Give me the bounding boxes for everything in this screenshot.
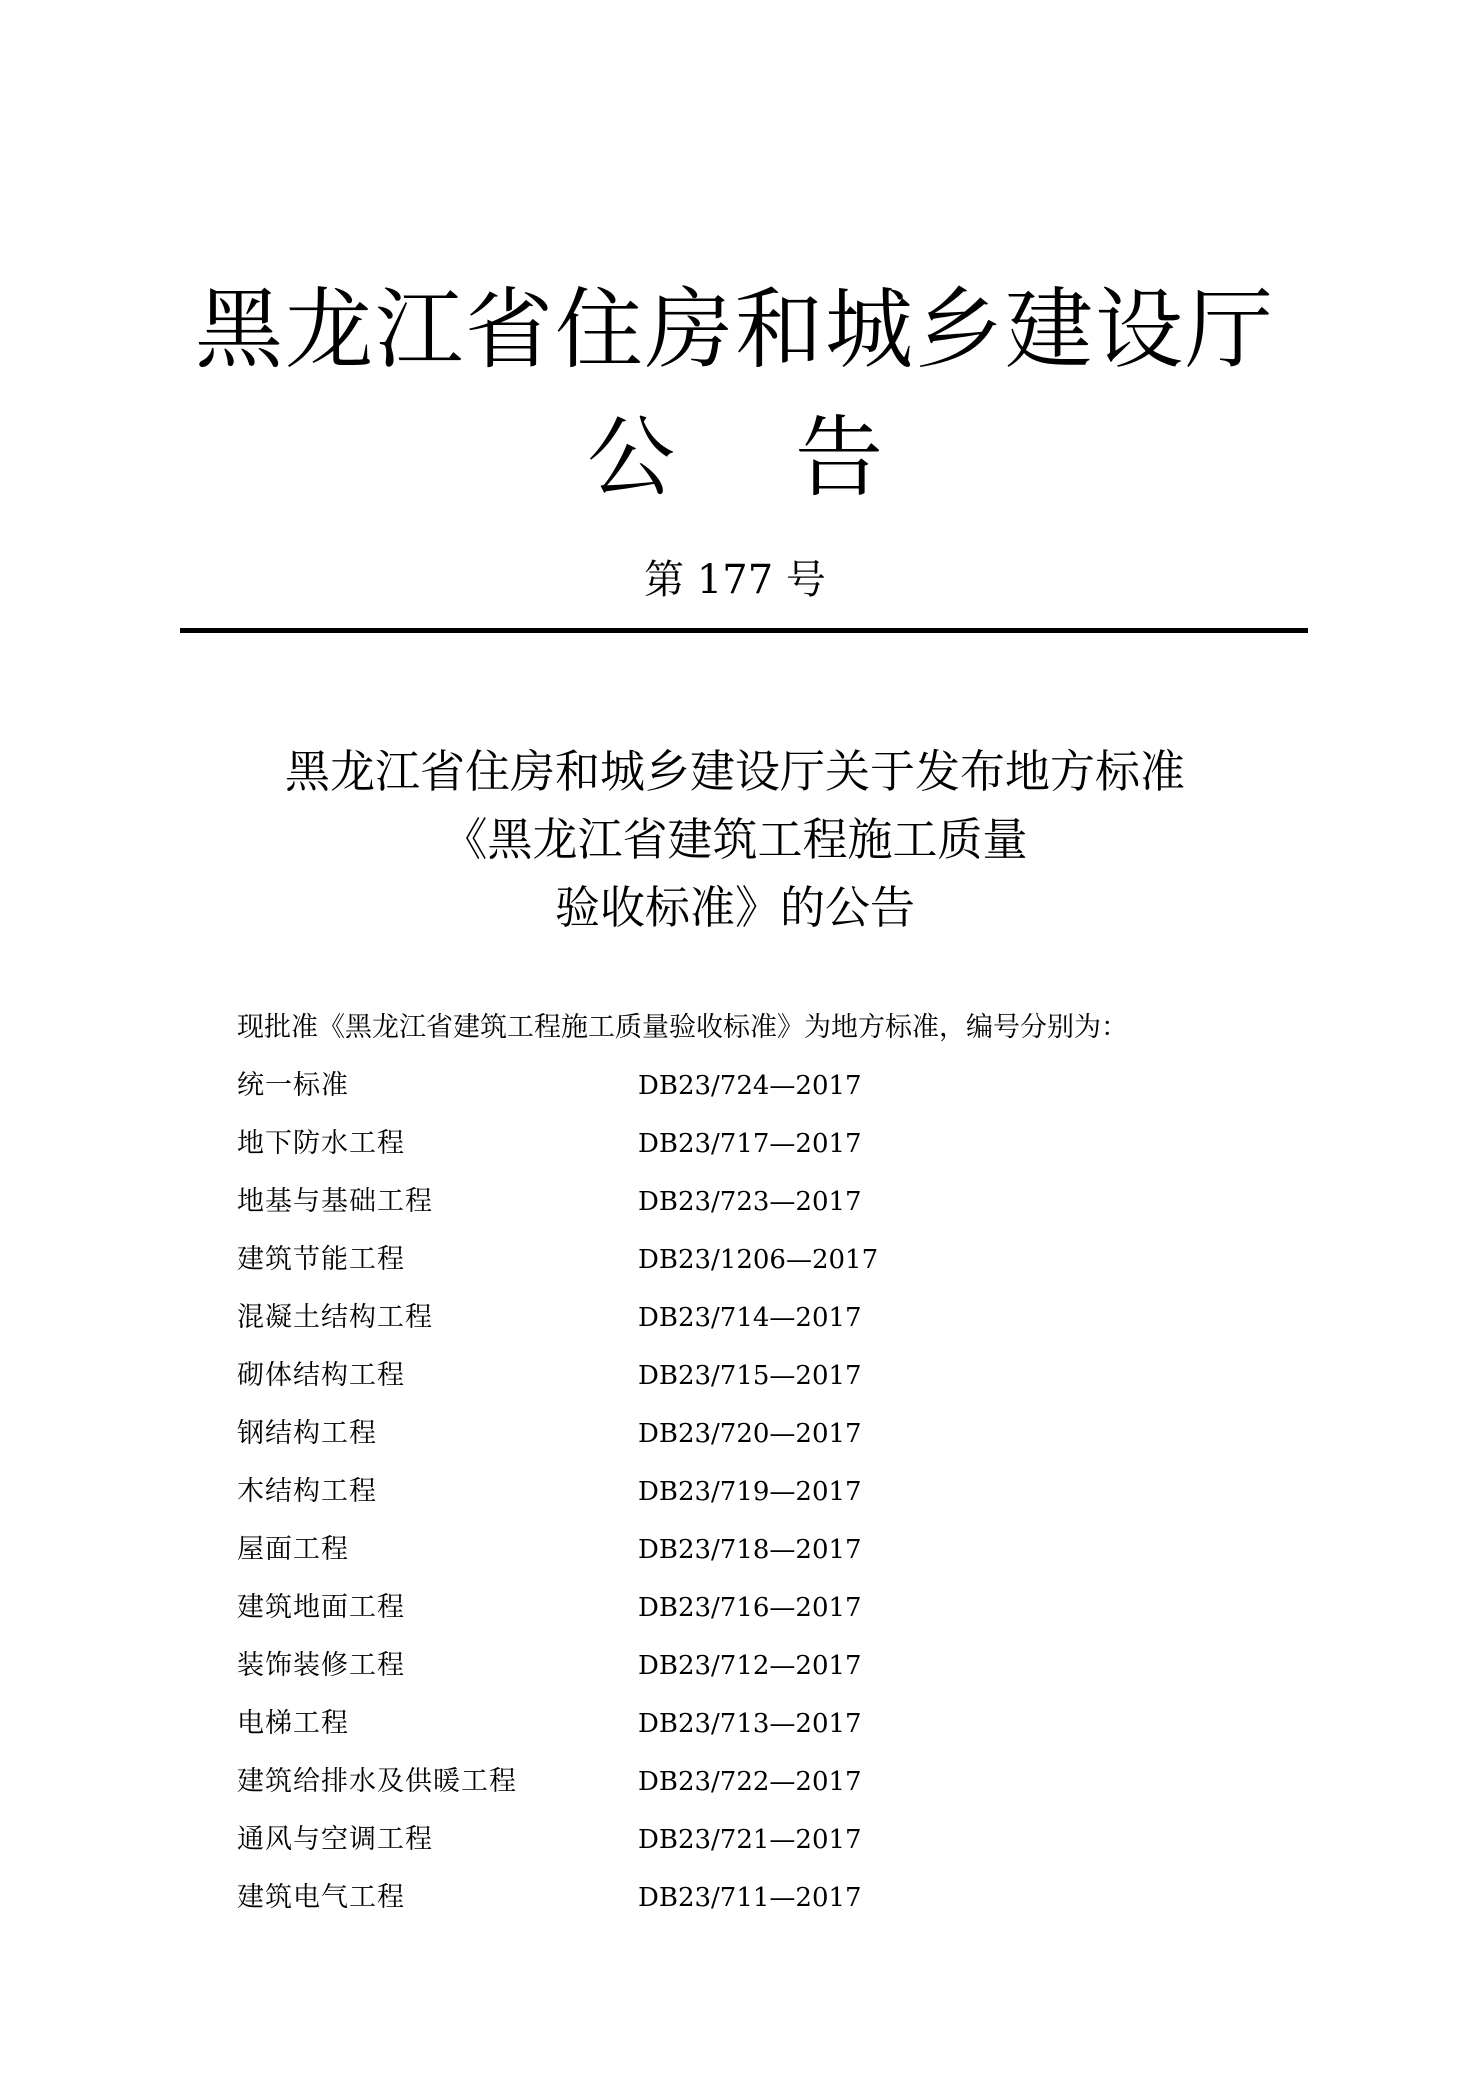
- standard-code: DB23/722—2017: [638, 1767, 862, 1797]
- standard-name: 统一标准: [237, 1070, 349, 1101]
- standard-row: [237, 1530, 1237, 1588]
- standard-row: [237, 1878, 1237, 1936]
- standard-code: DB23/718—2017: [638, 1535, 862, 1565]
- document-type-heading: [0, 408, 1470, 508]
- standard-row: [237, 1762, 1237, 1820]
- intro-paragraph: 现批准《黑龙江省建筑工程施工质量验收标准》为地方标准，编号分别为：: [237, 1012, 1128, 1043]
- standard-code: DB23/716—2017: [638, 1593, 862, 1623]
- standard-name: 装饰装修工程: [237, 1650, 405, 1681]
- standard-name: 钢结构工程: [237, 1418, 377, 1449]
- standard-row: [237, 1820, 1237, 1878]
- standard-row: [237, 1704, 1237, 1762]
- standard-name: 地下防水工程: [237, 1128, 405, 1159]
- standard-code: DB23/1206—2017: [638, 1245, 879, 1275]
- standard-name: 屋面工程: [237, 1534, 349, 1565]
- standard-row: [237, 1414, 1237, 1472]
- standard-name: 木结构工程: [237, 1476, 377, 1507]
- standard-code: DB23/723—2017: [638, 1187, 862, 1217]
- announcement-title-line-1: 黑龙江省住房和城乡建设厅关于发布地方标准: [284, 745, 1185, 798]
- issuer-heading: 黑龙江省住房和城乡建设厅: [194, 278, 1275, 381]
- standard-row: [237, 1356, 1237, 1414]
- standard-code: DB23/713—2017: [638, 1709, 862, 1739]
- standard-code: DB23/715—2017: [638, 1361, 862, 1391]
- standard-code: DB23/724—2017: [638, 1071, 862, 1101]
- standard-row: [237, 1588, 1237, 1646]
- standard-code: DB23/717—2017: [638, 1129, 862, 1159]
- standard-name: 建筑节能工程: [237, 1244, 405, 1275]
- announcement-title-line-3: 验收标准》的公告: [554, 881, 915, 934]
- document-type-char-1: 公: [586, 406, 675, 509]
- standard-name: 砌体结构工程: [237, 1360, 405, 1391]
- document-type-char-2: 告: [795, 406, 884, 509]
- standard-row: [237, 1124, 1237, 1182]
- standard-name: 地基与基础工程: [237, 1186, 433, 1217]
- standard-name: 建筑地面工程: [237, 1592, 405, 1623]
- standard-name: 建筑电气工程: [237, 1882, 405, 1913]
- standard-name: 通风与空调工程: [237, 1824, 433, 1855]
- standard-row: [237, 1646, 1237, 1704]
- announcement-title: [0, 738, 1470, 942]
- announcement-title-line-2: 《黑龙江省建筑工程施工质量: [442, 813, 1028, 866]
- standards-list: [237, 1066, 1237, 1936]
- standard-row: [237, 1182, 1237, 1240]
- standard-code: DB23/719—2017: [638, 1477, 862, 1507]
- standard-row: [237, 1298, 1237, 1356]
- standard-name: 电梯工程: [237, 1708, 349, 1739]
- document-number: 第 177 号: [644, 557, 826, 603]
- standard-name: 建筑给排水及供暖工程: [237, 1766, 517, 1797]
- standard-row: [237, 1472, 1237, 1530]
- standard-code: DB23/711—2017: [638, 1883, 862, 1913]
- standard-code: DB23/721—2017: [638, 1825, 862, 1855]
- standard-code: DB23/714—2017: [638, 1303, 862, 1333]
- standard-row: [237, 1240, 1237, 1298]
- standard-row: [237, 1066, 1237, 1124]
- standard-code: DB23/720—2017: [638, 1419, 862, 1449]
- standard-code: DB23/712—2017: [638, 1651, 862, 1681]
- standard-name: 混凝土结构工程: [237, 1302, 433, 1333]
- header-divider: [180, 628, 1308, 633]
